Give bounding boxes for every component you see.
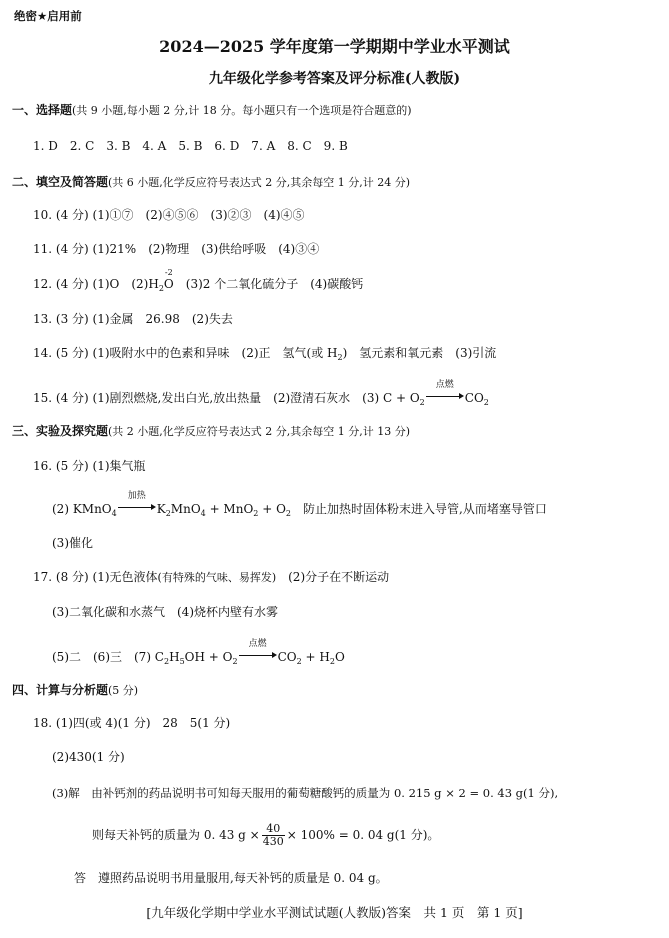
answer-q17-2: (3)二氧化碳和水蒸气 (4)烧杯内壁有水雾 [52, 605, 278, 619]
section-4-note: (5 分) [108, 684, 139, 697]
secret-mark: 绝密★启用前 [14, 9, 82, 23]
fraction-denominator: 430 [262, 835, 284, 848]
q14-subscript: 2 [337, 353, 343, 362]
answer-q10: 10. (4 分) (1)①⑦ (2)④⑤⑥ (3)②③ (4)④⑤ [33, 208, 305, 222]
section-2-note: (共 6 小题,化学反应符号表达式 2 分,其余每空 1 分,计 24 分) [108, 176, 411, 189]
q15-subscript-2: 2 [483, 398, 489, 407]
q17-3-subscript-2: 5 [179, 657, 185, 666]
section-1-answers: 1. D 2. C 3. B 4. A 5. B 6. D 7. A 8. C 9. B [33, 139, 348, 153]
q12-charge: -2 [164, 268, 173, 277]
answer-q11: 11. (4 分) (1)21% (2)物理 (3)供给呼吸 (4)③④ [33, 242, 320, 256]
answer-q14 [33, 346, 496, 365]
answer-q16-3: (3)催化 [52, 536, 93, 550]
answer-q18-4 [92, 820, 439, 850]
q17-3-subscript-1: 2 [164, 657, 170, 666]
q16-part-b: K [156, 502, 166, 516]
section-1-heading [12, 103, 412, 118]
q17-3-part-e: + H [301, 650, 330, 664]
q17-part-a: 17. (8 分) (1)无色液体 [33, 570, 158, 584]
q16-part-d: + MnO [205, 502, 254, 516]
q14-part-a: 14. (5 分) (1)吸附水中的色素和异味 (2)正 氢气(或 H [33, 346, 338, 360]
section-3-heading [12, 424, 410, 439]
section-3-note: (共 2 小题,化学反应符号表达式 2 分,其余每空 1 分,计 13 分) [108, 425, 411, 438]
q12-oxygen: O [163, 277, 174, 291]
q12-part-b: (3)2 个二氧化硫分子 (4)碳酸钙 [173, 277, 364, 291]
q18-4-part-b: × 100% = 0. 04 g(1 分)。 [286, 828, 440, 842]
section-1-title: 一、选择题 [12, 103, 73, 117]
fraction [262, 823, 285, 848]
page-title: 2024—2025 学年度第一学期期中学业水平测试 [159, 37, 510, 56]
answer-q16-2 [52, 491, 547, 521]
answer-q17-3 [52, 639, 345, 669]
section-1-note: (共 9 小题,每小题 2 分,计 18 分。每小题只有一个选项是符合题意的) [72, 104, 412, 117]
answer-q15 [33, 380, 489, 410]
section-4-title: 四、计算与分析题 [12, 683, 109, 697]
q16-part-e: + O [258, 502, 286, 516]
q17-3-condition: 点燃 [248, 639, 267, 649]
section-3-title: 三、实验及探究题 [12, 424, 109, 438]
q16-subscript-2: 2 [165, 509, 171, 518]
fraction-numerator: 40 [262, 823, 285, 836]
answer-q18-1: 18. (1)四(或 4)(1 分) 28 5(1 分) [33, 716, 231, 730]
q17-3-subscript-5: 2 [329, 657, 335, 666]
q16-part-c: MnO [170, 502, 201, 516]
section-2-title: 二、填空及简答题 [12, 175, 109, 189]
q12-subscript: 2 [158, 284, 164, 293]
q16-condition: 加热 [127, 491, 146, 501]
q16-subscript-4: 2 [253, 509, 259, 518]
answer-q18-2: (2)430(1 分) [52, 750, 125, 764]
final-answer: 答 遵照药品说明书用量服用,每天补钙的质量是 0. 04 g。 [74, 871, 388, 885]
answer-q18-3: (3)解 由补钙剂的药品说明书可知每天服用的葡萄糖酸钙的质量为 0. 215 g × 2 = 0. 43 g(1 分), [52, 786, 559, 800]
q17-3-subscript-3: 2 [232, 657, 238, 666]
q17-note: (有特殊的气味、易挥发) [157, 571, 277, 584]
reaction-arrow-icon [426, 380, 464, 401]
q17-3-part-a: (5)二 (6)三 (7) C [52, 650, 164, 664]
q15-part-a: 15. (4 分) (1)剧烈燃烧,发出白光,放出热量 (2)澄清石灰水 (3) C + O [33, 391, 420, 405]
section-2-heading [12, 175, 410, 190]
q17-3-part-c: OH + O [184, 650, 233, 664]
q16-part-f: 防止加热时固体粉末进入导管,从而堵塞导管口 [291, 502, 547, 516]
q16-subscript-1: 4 [111, 509, 117, 518]
section-4-heading [12, 683, 138, 698]
q15-subscript-1: 2 [419, 398, 425, 407]
q16-part-a: (2) KMnO [52, 502, 112, 516]
q16-subscript-5: 2 [285, 509, 292, 518]
q17-3-part-f: O [334, 650, 345, 664]
q17-3-part-b: H [169, 650, 180, 664]
answer-q16-1: 16. (5 分) (1)集气瓶 [33, 459, 146, 473]
answer-q12 [33, 268, 364, 296]
reaction-arrow-icon [239, 639, 277, 660]
page-subtitle: 九年级化学参考答案及评分标准(人教版) [208, 71, 461, 87]
q12-part-a: 12. (4 分) (1)O (2)H [33, 277, 159, 291]
q17-3-subscript-4: 2 [296, 657, 302, 666]
page-footer: [九年级化学期中学业水平测试试题(人教版)答案 共 1 页 第 1 页] [146, 905, 523, 920]
answer-q17-1 [33, 570, 389, 585]
q18-4-part-a: 则每天补钙的质量为 0. 43 g × [92, 828, 260, 842]
q12-oxygen-with-charge [163, 268, 174, 291]
q16-subscript-3: 4 [200, 509, 206, 518]
q17-part-b: (2)分子在不断运动 [276, 570, 390, 584]
q14-part-b: ) 氢元素和氧元素 (3)引流 [342, 346, 497, 360]
q15-condition: 点燃 [435, 380, 454, 390]
q15-part-b: CO [464, 391, 484, 405]
q17-3-part-d: CO [277, 650, 297, 664]
answer-q13: 13. (3 分) (1)金属 26.98 (2)失去 [33, 312, 233, 326]
reaction-arrow-icon [118, 491, 156, 512]
